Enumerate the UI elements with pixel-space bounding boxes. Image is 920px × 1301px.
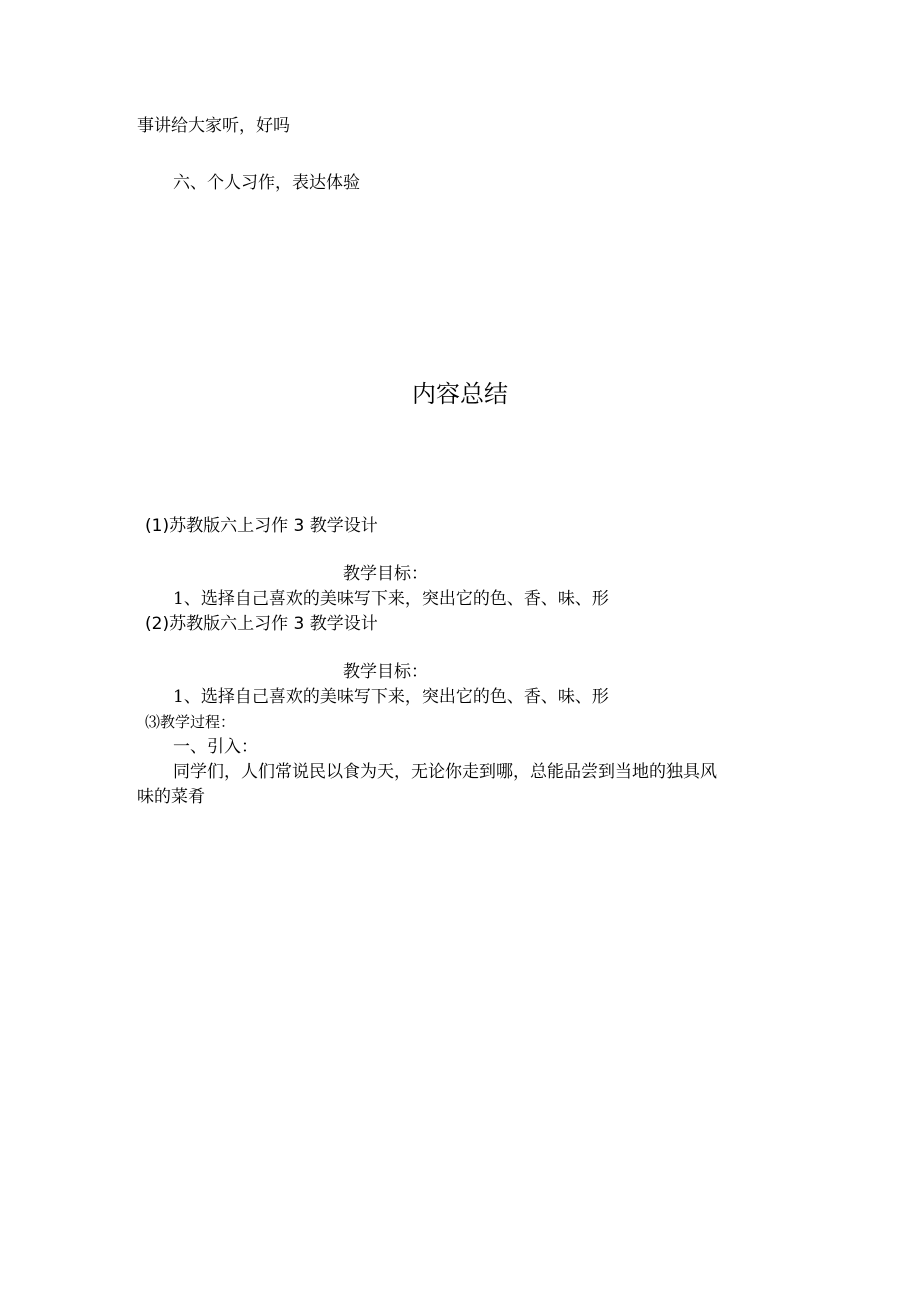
intro-tail-text: 事讲给大家听，好吗 — [137, 116, 290, 136]
intro-paragraph-line2: 味的菜肴 — [137, 787, 205, 807]
intro-paragraph-line1: 同学们，人们常说民以食为天，无论你走到哪，总能品尝到当地的独具风 — [173, 762, 717, 782]
section-six-heading: 六、个人习作，表达体验 — [173, 173, 360, 193]
item1-goal-label: 教学目标： — [343, 564, 428, 584]
item1-heading: (1)苏教版六上习作 3 教学设计 — [145, 516, 378, 536]
item2-goal-text: 1、选择自己喜欢的美味写下来，突出它的色、香、味、形 — [173, 687, 609, 707]
intro-step-heading: 一、引入： — [173, 737, 258, 757]
item3-heading: ⑶教学过程： — [145, 713, 236, 731]
summary-title: 内容总结 — [412, 380, 508, 408]
item2-goal-label: 教学目标： — [343, 662, 428, 682]
item1-goal-text: 1、选择自己喜欢的美味写下来，突出它的色、香、味、形 — [173, 589, 609, 609]
item2-heading: (2)苏教版六上习作 3 教学设计 — [145, 614, 378, 634]
